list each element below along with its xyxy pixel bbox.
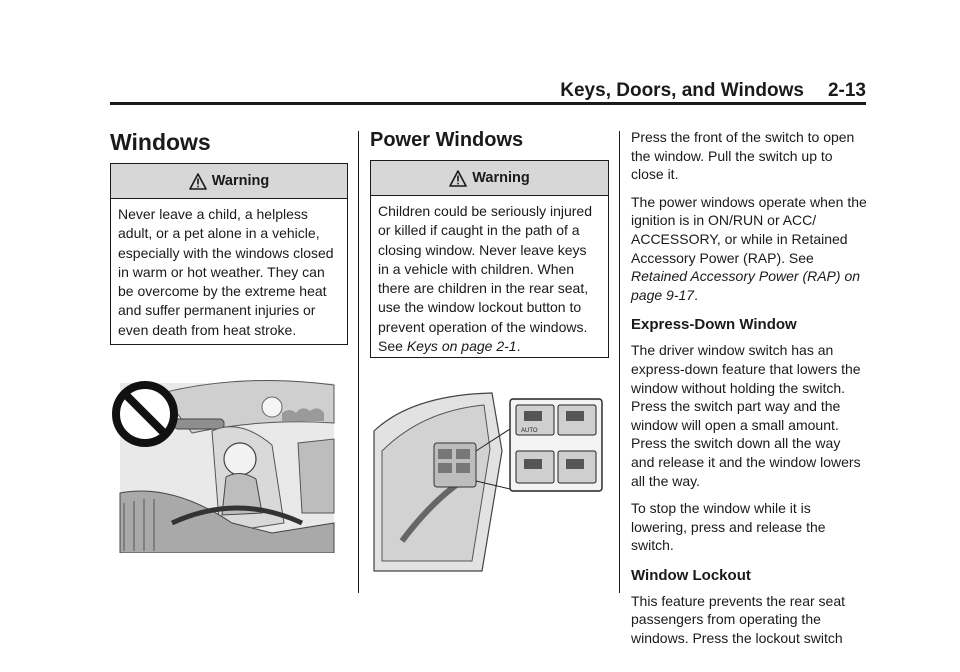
child-in-vehicle-illustration [112,373,336,553]
section-title: Keys, Doors, and Windows [560,80,804,101]
express-down-heading: Express-Down Window [631,316,797,334]
page-header [110,80,866,104]
rap-page-reference[interactable]: Retained Accessory Power (RAP) on page 9-17 [631,268,861,303]
warning-label: Warning [472,170,530,186]
warning-label: Warning [211,173,270,189]
window-lockout-heading: Window Lockout [631,566,751,584]
window-lockout-text: This feature prevents the rear seat passengers from operating the windows. Press the lockout switch [631,592,845,647]
column-divider-2 [619,131,620,593]
warning-text: Children could be seriously injured or killed if caught in the path of a closing window. Never leave keys in a vehicle with children. When there are children in the rear seat, use the window lockout button to prevent operation of the windows. See Keys on page 2-1. [378,203,593,355]
power-window-switch-illustration [372,391,608,573]
power-windows-section [370,129,608,152]
auto-switch-label: AUTO [521,428,538,434]
warning-box-child-safety [110,163,348,345]
power-windows-heading: Power Windows [370,129,524,151]
warning-header [371,161,608,196]
stop-window-text: To stop the window while it is lowering, press and release the switch. [631,500,826,554]
warning-box-closing-window [370,160,609,358]
warning-header [111,164,347,199]
ignition-operation-text: The power windows operate when the ignition is in ON/RUN or ACC/ ACCESSORY, or while in Retained Accessory Power (RAP). See Retained Accessory Power (RAP) on page 9-17. [631,193,867,303]
express-down-text: The driver window switch has an express-down feature that lowers the window without holding the switch. Press the switch part way and the window will open a small amount. Press the switch down all the way and release it and the window lowers all the way. [631,342,861,489]
windows-section [110,129,348,156]
warning-icon [449,170,467,187]
warning-text: Never leave a child, a helpless adult, or a pet alone in a vehicle, especially with the windows closed in warm or hot weather. They can be overcome by the extreme heat and suffer permanent injuries or even death from heat stroke. [118,206,334,338]
column-divider-1 [358,131,359,593]
switch-operation-text: Press the front of the switch to open the window. Pull the switch up to close it. [631,129,855,183]
windows-heading: Windows [110,129,211,155]
keys-page-reference[interactable]: Keys on page 2-1 [406,338,517,355]
warning-icon [189,173,207,190]
header-rule [110,102,866,105]
page-number: 2-13 [827,80,866,101]
power-windows-continued [631,128,867,648]
